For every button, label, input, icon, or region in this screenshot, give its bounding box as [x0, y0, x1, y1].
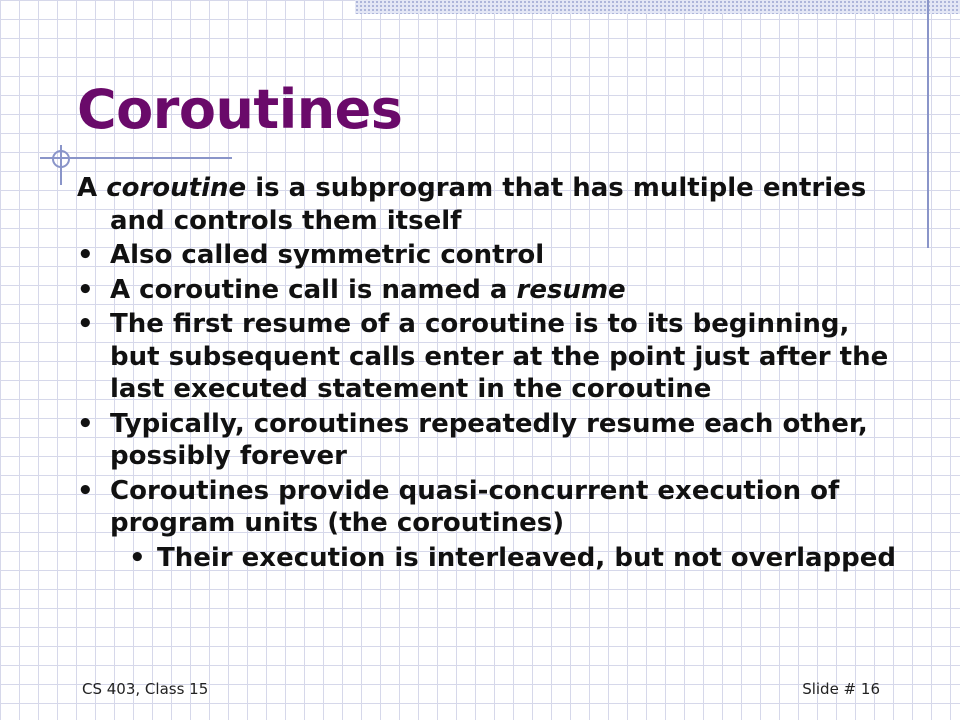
bullet-item	[77, 408, 907, 473]
bullet-icon: •	[77, 240, 94, 270]
intro-paragraph	[77, 172, 907, 237]
bullet-text: Also called symmetric control	[110, 240, 545, 270]
footer-slide-number: Slide # 16	[802, 680, 880, 698]
bullet-text: A coroutine call is named a	[110, 274, 517, 305]
bullet-text: Coroutines provide quasi-concurrent execution of program units (the coroutines)	[110, 475, 840, 538]
bullet-icon: •	[77, 274, 94, 305]
bullet-text: Typically, coroutines repeatedly resume each other, possibly forever	[110, 408, 868, 471]
footer-course: CS 403, Class 15	[82, 680, 209, 698]
slide-body	[77, 172, 907, 576]
sub-bullet-item	[77, 542, 907, 575]
bullet-icon: •	[129, 542, 146, 573]
right-accent-line	[927, 0, 929, 248]
bullet-item	[77, 475, 907, 540]
crosshair-ornament	[52, 150, 70, 168]
bullet-item	[77, 239, 907, 272]
bullet-icon: •	[77, 408, 94, 439]
intro-emphasis: coroutine	[106, 173, 247, 203]
bullet-list	[77, 239, 907, 574]
bullet-icon: •	[77, 309, 94, 339]
bullet-item	[77, 274, 907, 307]
intro-suffix: is a subprogram that has multiple entries and controls them itself	[110, 173, 867, 236]
bullet-emphasis: resume	[516, 274, 626, 305]
bullet-text: The first resume of a coroutine is to its beginning, but subsequent calls enter at the point just after the last executed statement in the coroutine	[110, 309, 889, 404]
bullet-item	[77, 308, 907, 406]
top-decorative-band	[355, 0, 960, 14]
slide-title: Coroutines	[77, 78, 403, 141]
intro-prefix: A	[77, 173, 107, 203]
bullet-icon: •	[77, 475, 94, 506]
sub-bullet-text: Their execution is interleaved, but not overlapped	[157, 542, 896, 573]
